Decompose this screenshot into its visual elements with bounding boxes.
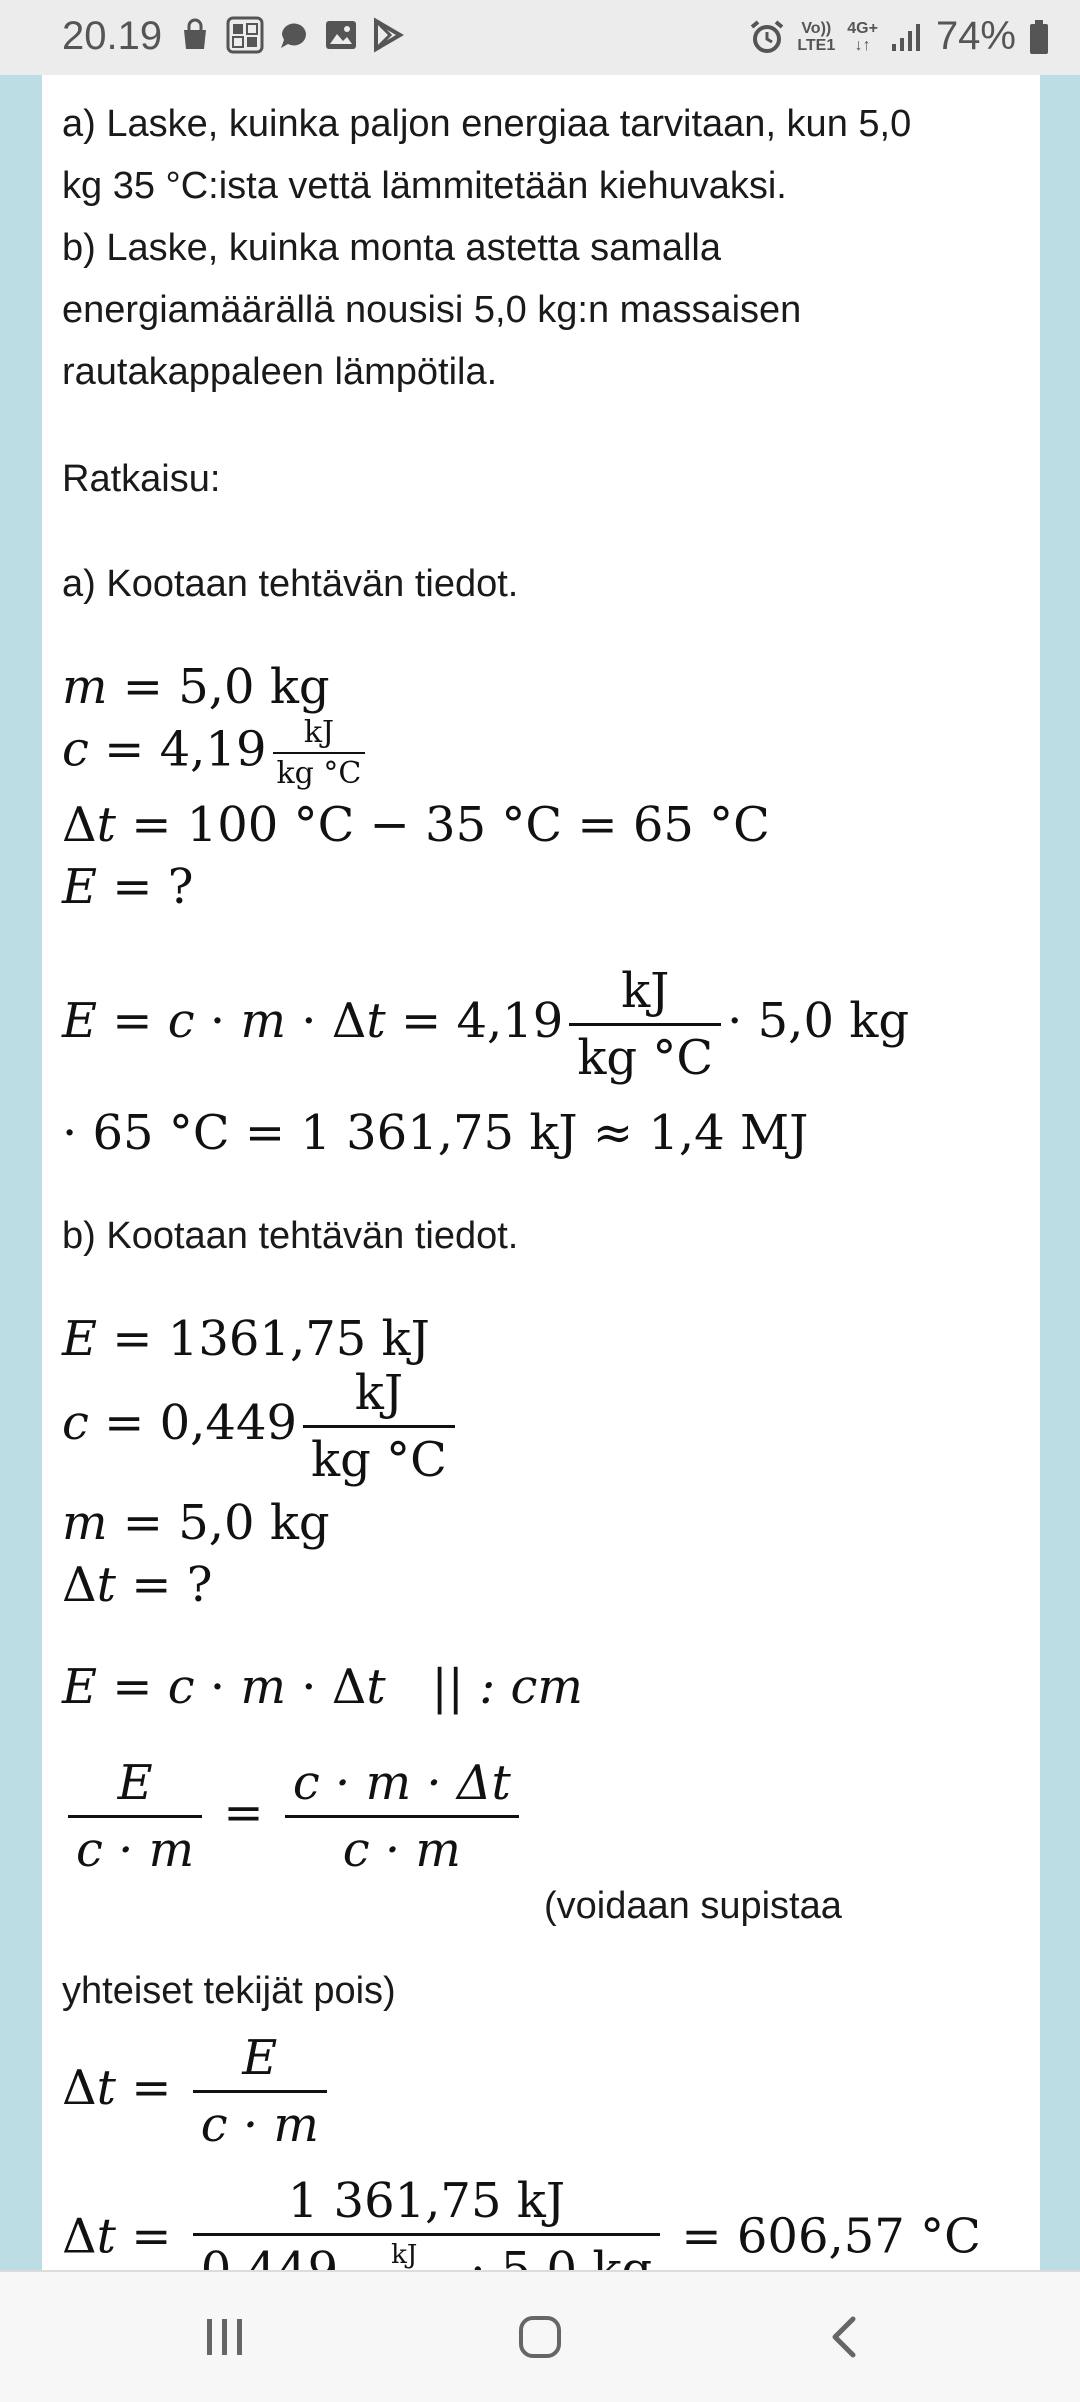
home-icon [517,2314,563,2360]
given-energy-b: E = 1361,75 kJ [62,1311,430,1367]
solution-heading: Ratkaisu: [62,458,221,500]
home-button[interactable] [495,2302,585,2372]
navigation-bar [0,2270,1080,2402]
notification-icons [178,16,404,54]
unit-fraction: $\frac{kJ}{kg ^\circ C}$ [273,715,366,791]
given-mass-a: m = 5,0 kg [62,659,330,715]
unit-fraction: $\frac{kJ}{kg ^\circ C}$ [569,963,721,1086]
right-margin-panel [1040,75,1080,2270]
energy-calculation-line-1: E = c · m · Δt = 4,19 $\frac{kJ}{kg ^\circ C}$ · 5,0 kg [62,963,910,1086]
back-button[interactable] [800,2302,890,2372]
calendar-widget-icon [226,16,264,54]
cancel-note-line-2: yhteiset tekijät pois) [62,1970,396,2012]
recent-apps-icon [203,2315,247,2359]
gallery-icon [324,19,358,51]
battery-percentage: 74% [935,14,1016,58]
problem-a-line-2: kg 35 °C:ista vettä lämmitetään kiehuvaksi. [62,165,787,207]
divided-equation: $\frac{E}{c \cdot m}$ = $\frac{c \cdot m \cdot \Delta t}{c \cdot m}$ [62,1755,525,1878]
part-b-heading: b) Kootaan tehtävän tiedot. [62,1215,519,1257]
given-temp-change-a: Δt = 100 °C − 35 °C = 65 °C [62,797,770,853]
network-type-icon: 4G+ ↓↑ [847,19,878,54]
part-a-heading: a) Kootaan tehtävän tiedot. [62,563,519,605]
chat-bubble-icon [278,19,310,51]
battery-icon [1028,19,1050,55]
solved-temp-change: Δt = $\frac{E}{c \cdot m}$ [62,2030,333,2153]
status-bar [0,0,1080,75]
shopping-bag-icon [178,18,212,52]
problem-a-line-1: a) Laske, kuinka paljon energiaa tarvitaan, kun 5,0 [62,103,912,145]
volte-icon: Vo)) LTE1 [797,19,836,54]
unit-fraction: $\frac{kJ}{kg ^\circ C}$ [303,1365,455,1488]
unknown-temp-change-b: Δt = ? [62,1557,213,1613]
play-store-icon [372,18,404,52]
problem-b-line-3: rautakappaleen lämpötila. [62,351,498,393]
final-calculation: Δt = $\frac{1 361,75 kJ}{kJ}$ = 606,57 °C [62,2173,981,2307]
alarm-icon [749,19,785,55]
status-time: 20.19 [62,14,163,58]
given-heat-capacity-b: c = 0,449 $\frac{kJ}{kg ^\circ C}$ [62,1365,461,1488]
problem-b-line-2: energiamäärällä nousisi 5,0 kg:n massaisen [62,289,802,331]
status-right [749,14,1050,59]
given-heat-capacity-a: c = 4,19 $\frac{kJ}{kg ^\circ C}$ [62,715,371,791]
back-icon [825,2314,865,2360]
energy-calculation-line-2: · 65 °C = 1 361,75 kJ ≈ 1,4 MJ [62,1105,809,1161]
recent-apps-button[interactable] [180,2302,270,2372]
energy-equation: E = c · m · Δt || : cm [62,1659,583,1715]
unknown-energy-a: E = ? [62,859,194,915]
cancel-note-line-1: (voidaan supistaa [544,1885,842,1927]
solution-content[interactable] [42,75,1040,2270]
left-margin-panel [0,75,42,2270]
signal-icon [890,22,924,52]
given-mass-b: m = 5,0 kg [62,1495,330,1551]
problem-b-line-1: b) Laske, kuinka monta astetta samalla [62,227,722,269]
